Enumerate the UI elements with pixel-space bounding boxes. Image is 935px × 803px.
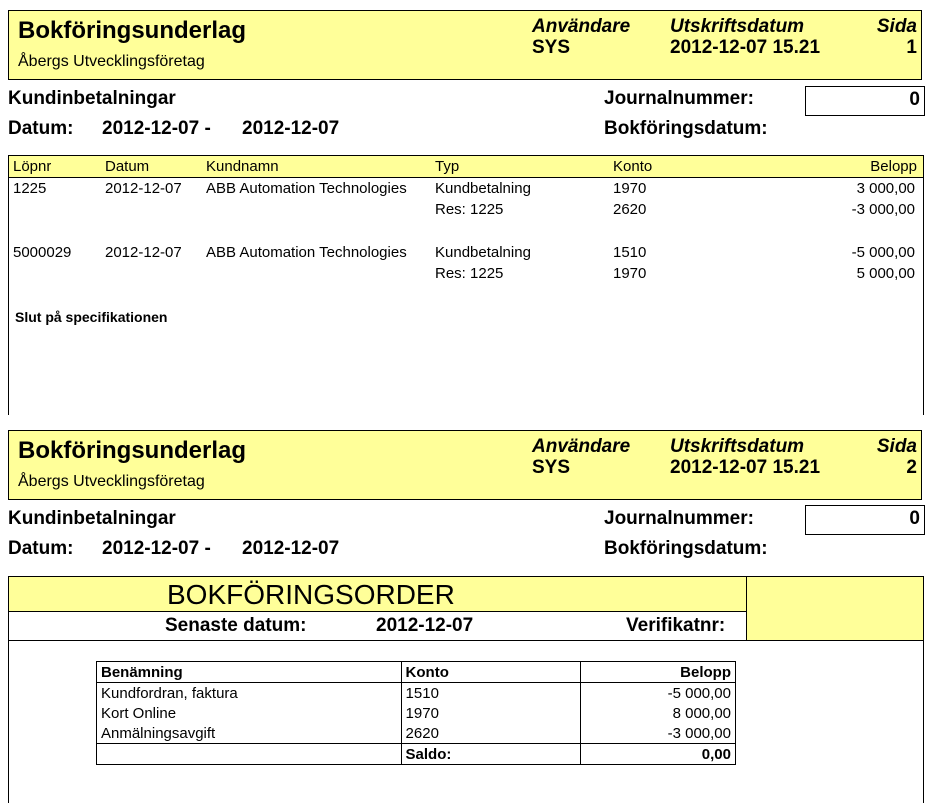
col-belopp: Belopp	[870, 158, 917, 175]
header-konto: Konto	[401, 662, 581, 683]
table-row	[97, 683, 736, 704]
print-date-label: Utskriftsdatum	[670, 16, 805, 37]
col-konto: Konto	[613, 158, 653, 175]
col-datum: Datum	[105, 158, 150, 175]
page-label: Sida	[876, 16, 917, 37]
page-label: Sida	[876, 436, 917, 457]
table-row-res-konto: 1970	[613, 265, 647, 282]
table-row-typ: Kundbetalning	[435, 180, 531, 197]
booking-table-header	[97, 662, 736, 683]
booking-date-label: Bokföringsdatum:	[604, 538, 768, 559]
row-belopp: -5 000,00	[581, 683, 736, 704]
saldo-empty	[97, 744, 402, 765]
table-row	[97, 703, 736, 723]
row-konto: 1510	[401, 683, 581, 704]
table-row-belopp: -5 000,00	[851, 244, 915, 261]
date-label: Datum:	[8, 538, 74, 559]
date-label: Datum:	[8, 118, 74, 139]
row-benamning: Anmälningsavgift	[97, 723, 402, 744]
user-value: SYS	[532, 37, 571, 58]
table-row-konto: 1510	[613, 244, 647, 261]
order-title-band	[9, 577, 746, 611]
row-benamning: Kundfordran, faktura	[97, 683, 402, 704]
table-row-res-belopp: 5 000,00	[856, 265, 915, 282]
table-row-res: Res: 1225	[435, 265, 504, 282]
date-to: 2012-12-07	[242, 538, 340, 559]
booking-order	[8, 576, 924, 803]
table-row	[97, 723, 736, 744]
latest-date-value: 2012-12-07	[376, 615, 474, 636]
date-from: 2012-12-07 -	[102, 538, 211, 559]
company-name: Åbergs Utvecklingsföretag	[18, 473, 205, 490]
booking-date-label: Bokföringsdatum:	[604, 118, 768, 139]
end-of-specification: Slut på specifikationen	[15, 309, 168, 325]
row-benamning: Kort Online	[97, 703, 402, 723]
user-label: Användare	[532, 436, 631, 457]
verifikat-number-field	[746, 577, 923, 641]
date-to: 2012-12-07	[242, 118, 340, 139]
print-date-label: Utskriftsdatum	[670, 436, 805, 457]
row-belopp: -3 000,00	[581, 723, 736, 744]
journal-number-field: 0	[805, 86, 925, 116]
row-belopp: 8 000,00	[581, 703, 736, 723]
specification-table	[8, 155, 924, 415]
col-typ: Typ	[435, 158, 460, 175]
col-kundnamn: Kundnamn	[206, 158, 279, 175]
table-row-res-konto: 2620	[613, 201, 647, 218]
print-date-value: 2012-12-07 15.21	[670, 457, 821, 478]
table-row-typ: Kundbetalning	[435, 244, 531, 261]
order-info-row	[9, 611, 746, 641]
table-row-kundnamn: ABB Automation Technologies	[206, 180, 407, 197]
specification-header-row	[9, 156, 923, 178]
category-title: Kundinbetalningar	[8, 88, 176, 109]
table-row-lopnr: 5000029	[13, 244, 72, 261]
table-row-belopp: 3 000,00	[856, 180, 915, 197]
table-row-lopnr: 1225	[13, 180, 47, 197]
table-row-kundnamn: ABB Automation Technologies	[206, 244, 407, 261]
header-benamning: Benämning	[97, 662, 402, 683]
row-konto: 1970	[401, 703, 581, 723]
col-lopnr: Löpnr	[13, 158, 52, 175]
verifikat-label: Verifikatnr:	[626, 615, 726, 636]
print-date-value: 2012-12-07 15.21	[670, 37, 821, 58]
journal-number-field: 0	[805, 505, 925, 535]
table-row-res-belopp: -3 000,00	[851, 201, 915, 218]
date-from: 2012-12-07 -	[102, 118, 211, 139]
company-name: Åbergs Utvecklingsföretag	[18, 53, 205, 70]
page-number: 2	[906, 457, 917, 478]
page-number: 1	[906, 37, 917, 58]
user-value: SYS	[532, 457, 571, 478]
journal-label: Journalnummer:	[604, 508, 754, 529]
order-title: BOKFÖRINGSORDER	[167, 579, 455, 610]
table-row-konto: 1970	[613, 180, 647, 197]
category-title: Kundinbetalningar	[8, 508, 176, 529]
row-konto: 2620	[401, 723, 581, 744]
report-title: Bokföringsunderlag	[18, 17, 247, 44]
journal-label: Journalnummer:	[604, 88, 754, 109]
report-title: Bokföringsunderlag	[18, 437, 247, 464]
saldo-row	[97, 744, 736, 765]
table-row-datum: 2012-12-07	[105, 244, 182, 261]
saldo-value: 0,00	[581, 744, 736, 765]
user-label: Användare	[532, 16, 631, 37]
table-row-datum: 2012-12-07	[105, 180, 182, 197]
latest-date-label: Senaste datum:	[165, 615, 307, 636]
table-row-res: Res: 1225	[435, 201, 504, 218]
report-header-page-1	[8, 10, 922, 80]
saldo-label: Saldo:	[401, 744, 581, 765]
booking-order-table	[96, 661, 736, 765]
header-belopp: Belopp	[581, 662, 736, 683]
report-header-page-2	[8, 430, 922, 500]
